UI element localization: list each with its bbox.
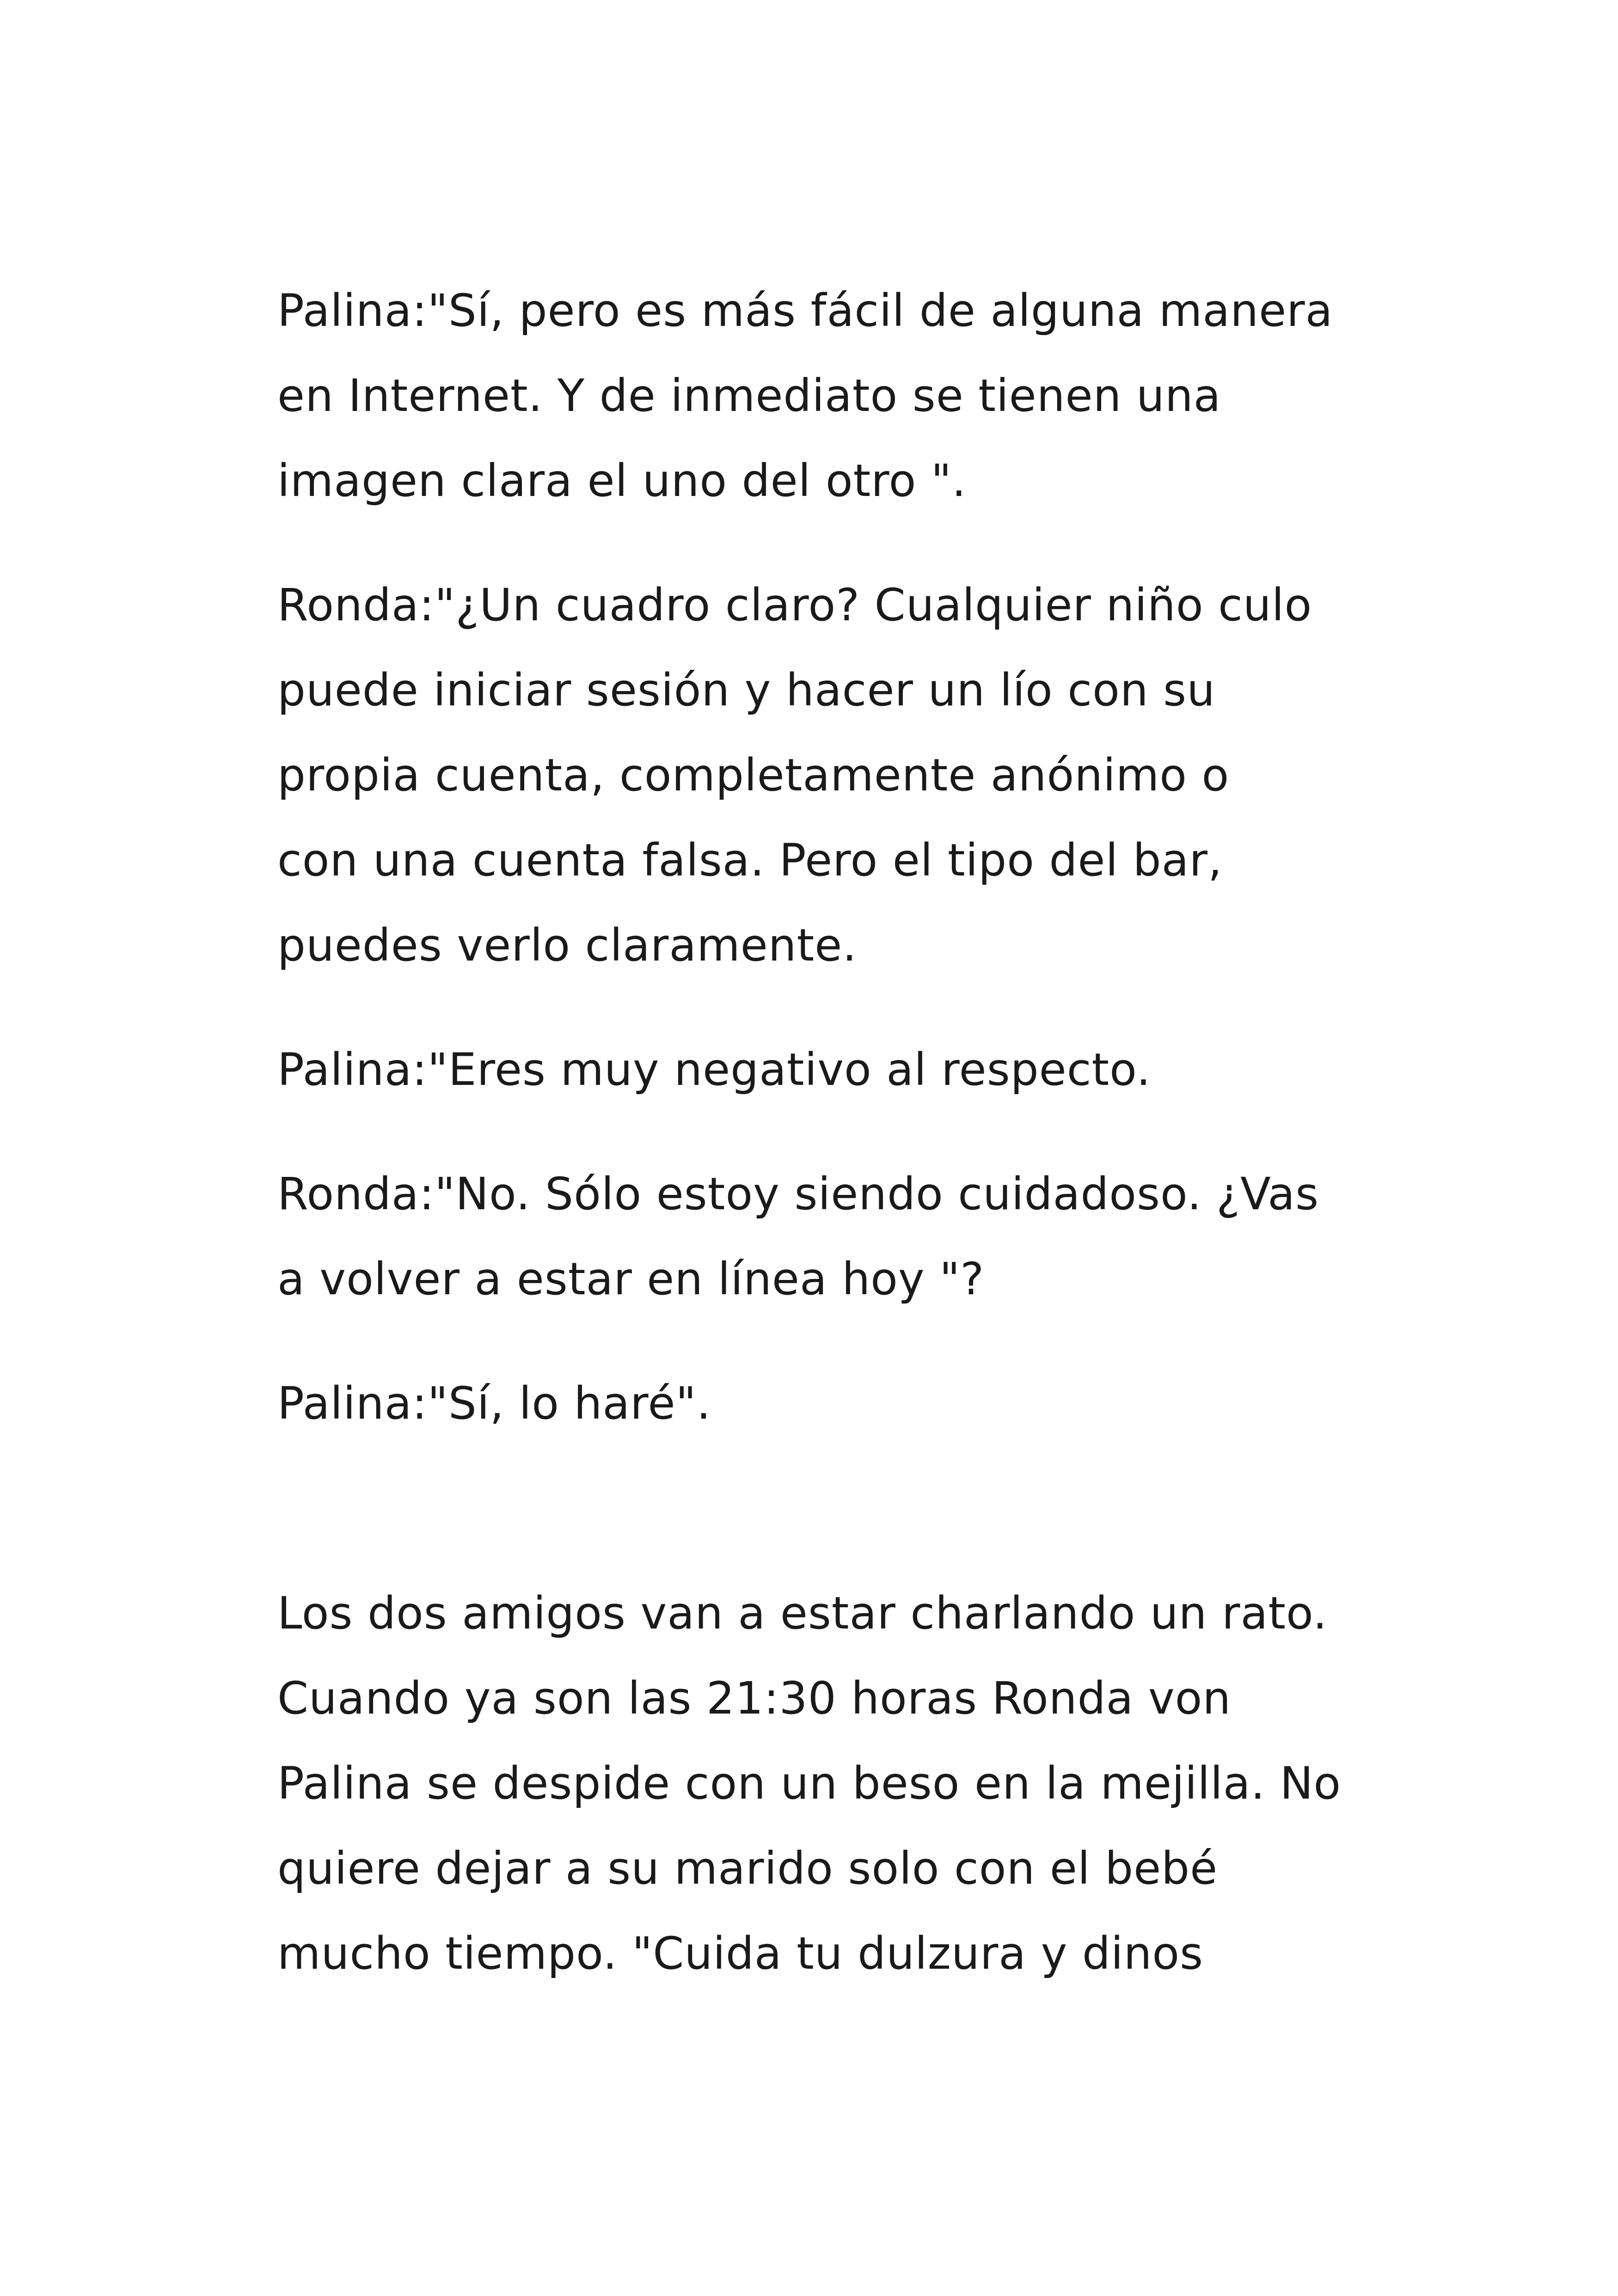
text-line: propia cuenta, completamente anónimo o	[277, 749, 1230, 801]
paragraph-narration	[277, 1571, 1387, 1996]
text-line: a volver a estar en línea hoy "?	[277, 1253, 985, 1305]
text-line: Palina:"Sí, pero es más fácil de alguna manera	[277, 285, 1333, 337]
paragraph-spacer	[277, 1112, 1387, 1151]
text-line: en Internet. Y de inmediato se tienen una	[277, 370, 1221, 422]
text-line: con una cuenta falsa. Pero el tipo del bar,	[277, 834, 1223, 886]
paragraph-spacer	[277, 988, 1387, 1027]
paragraph-palina-1	[277, 268, 1387, 523]
text-line: Palina:"Sí, lo haré".	[277, 1378, 711, 1429]
text-line: puedes verlo claramente.	[277, 919, 857, 971]
document-body	[277, 268, 1387, 1996]
text-line: puede iniciar sesión y hacer un lío con su	[277, 664, 1216, 716]
section-spacer	[277, 1446, 1387, 1571]
text-line: Cuando ya son las 21:30 horas Ronda von	[277, 1672, 1232, 1724]
text-line: mucho tiempo. "Cuida tu dulzura y dinos	[277, 1928, 1204, 1979]
text-line: Ronda:"¿Un cuadro claro? Cualquier niño culo	[277, 579, 1312, 631]
text-line: Los dos amigos van a estar charlando un rato.	[277, 1587, 1328, 1639]
text-line: Palina se despide con un beso en la mejilla. No	[277, 1757, 1342, 1809]
paragraph-palina-3	[277, 1361, 1387, 1446]
text-line: Ronda:"No. Sólo estoy siendo cuidadoso. ¿Vas	[277, 1168, 1319, 1220]
text-line: quiere dejar a su marido solo con el bebé	[277, 1843, 1218, 1894]
paragraph-ronda-2	[277, 1151, 1387, 1322]
paragraph-spacer	[277, 523, 1387, 563]
text-line: Palina:"Eres muy negativo al respecto.	[277, 1044, 1151, 1096]
text-line: imagen clara el uno del otro ".	[277, 455, 967, 507]
paragraph-ronda-1	[277, 563, 1387, 988]
paragraph-spacer	[277, 1322, 1387, 1361]
paragraph-palina-2	[277, 1027, 1387, 1112]
